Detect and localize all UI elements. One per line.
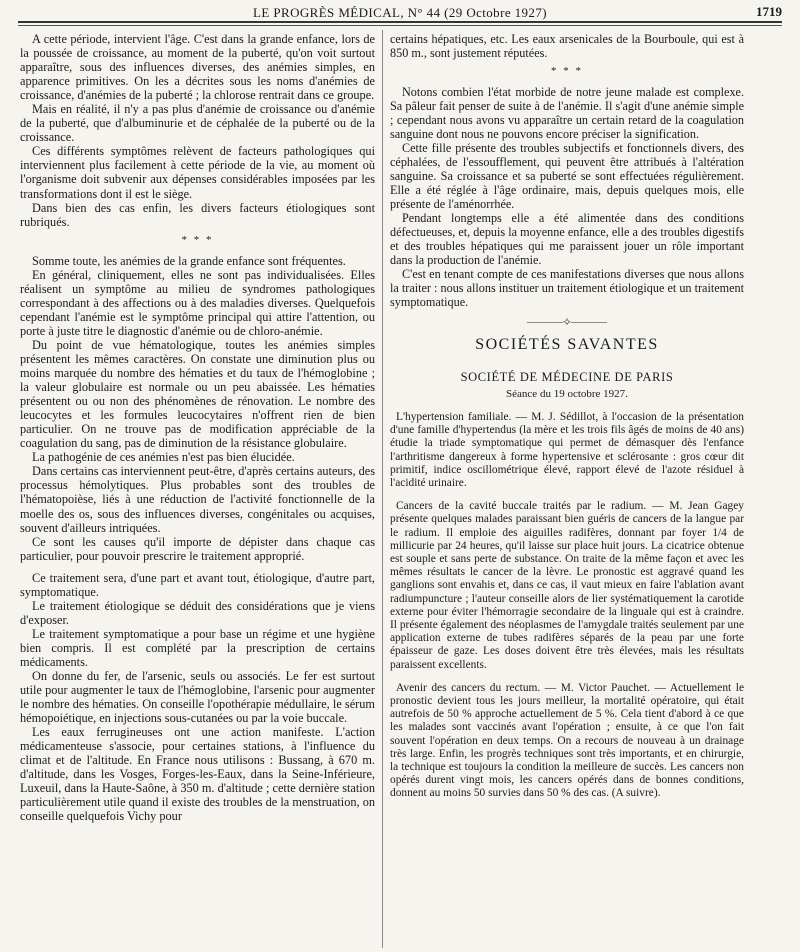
paragraph: En général, cliniquement, elles ne sont pas individualisées. Elles réalisent un symptôme au milieu de syndromes pathologiques correspondant à des affections ou à des maladies diverses. Quelquefois cependant l'anémie est le symptôme principal qui attire l'attention, ou porte à juste titre le diagnostic d'anémie ou de chloro-anémie. <box>20 267 375 338</box>
left-column <box>20 32 375 947</box>
paragraph: Dans bien des cas enfin, les divers facteurs étiologiques sont rubriqués. <box>20 200 375 229</box>
paragraph: Ce sont les causes qu'il importe de dépister dans chaque cas particulier, pour pouvoir prescrire le traitement approprié. <box>20 534 375 563</box>
paragraph: A cette période, intervient l'âge. C'est dans la grande enfance, lors de la poussée de croissance, au moment de la puberté, qu'on voit surtout apparaître, sous des influences diverses, des anémies simples, en apparence primitives. On les a décrites sous les noms d'anémies de croissance, d'anémies de la puberté ; la chlorose rentrait dans ce groupe. <box>20 32 375 103</box>
paragraph: Somme toute, les anémies de la grande enfance sont fréquentes. <box>32 253 346 268</box>
section-heading: SOCIÉTÉS SAVANTES <box>475 336 659 353</box>
paragraph: Mais en réalité, il n'y a pas plus d'anémie de croissance ou d'anémie de la puberté, que d'albuminurie et de céphalée de la puberté ou de la croissance. <box>20 102 375 145</box>
paragraph: On donne du fer, de l'arsenic, seuls ou associés. Le fer est surtout utile pour augmenter le taux de l'hémoglobine, l'arsenic pour augmenter le nombre des hématies. On conseille l'opothérapie médullaire, le sérum hémopoiétique, en injections sous-cutanées ou par la voie buccale. <box>20 669 375 726</box>
ornament-divider: ———⟡——— <box>527 314 607 328</box>
header-rule-thin <box>18 25 782 26</box>
paragraph: Ces différents symptômes relèvent de facteurs pathologiques qui interviennent plus facilement à cette période de la vie, au moment où l'organisme doit subvenir aux dépenses considérables imposées par les transformations dont il est le siège. <box>20 144 375 201</box>
paragraph: Ce traitement sera, d'une part et avant tout, étiologique, d'autre part, symptomatique. <box>20 570 375 599</box>
paragraph: Les eaux ferrugineuses ont une action manifeste. L'action médicamenteuse s'associe, pour certaines stations, à l'influence du climat et de l'altitude. En France nous utilisons : Bussang, à 670 m. d'altitude, dans les Vosges, Forges-les-Eaux, dans la Seine-Inférieure, Luxeuil, dans la Haute-Saône, à 350 m. d'altitude ; cette dernière station particulièrement utile quand il existe des troubles de la menstruation, on conseille quelquefois Vichy pour <box>20 725 375 824</box>
paragraph: C'est en tenant compte de ces manifestations diverses que nous allons la traiter : nous allons instituer un traitement étiologique et un traitement symptomatique. <box>390 267 744 309</box>
article-entry: Cancers de la cavité buccale traités par le radium. — M. Jean Gagey présente quelques malades paraissant bien guéris de cancers de la langue par le radium. Il emploie des aiguilles radifères, donnant par foyer 1/4 de millicurie par 24 heures, qu'il laisse sur place huit jours. La cicatrice obtenue est souple et sans perte de substance. On traite de la même façon et avec les mêmes résultats le cancer de la lèvre. Le pronostic est aggravé quand les ganglions sont envahis et, dans ce cas, il vaut mieux en faire l'ablation avant radiumpuncture ; l'auteur conseille alors de lier systématiquement la carotide externe pour éviter l'hémorragie secondaire de la linguale qui est à craindre. Il présente également des néoplasmes de l'amygdale traités seulement par une application externe de tubes radifères séparés de la peau par une forte épaisseur de gaze. Les doses doivent être très élevées, mais les résultats paraissent excellents. <box>390 500 744 671</box>
header-rule <box>18 21 782 23</box>
paragraph: Cette fille présente des troubles subjectifs et fonctionnels divers, des céphalées, de l'essoufflement, qui peuvent être attribués à l'altération sanguine. Sa croissance et sa puberté se sont effectuées régulièrement. Elle a été réglée à l'âge ordinaire, mais, depuis quelques mois, elle présente de l'aménorrhée. <box>390 141 744 211</box>
running-header <box>18 2 782 20</box>
session-date: Séance du 19 octobre 1927. <box>506 388 628 400</box>
paragraph: La pathogénie de ces anémies n'est pas bien élucidée. <box>32 450 295 465</box>
paragraph: Dans certains cas interviennent peut-être, d'après certains auteurs, des processus hémolytiques. Plus probables sont des troubles de l'hématopoièse, liés à une réduction de l'activité fonctionnelle de la moelle des os, sous des influences diverses, congénitales ou acquises, souvent d'ailleurs intriquées. <box>20 464 375 535</box>
article-entry: L'hypertension familiale. — M. J. Sédillot, à l'occasion de la présentation d'une famille d'hypertendus (la mère et les trois fils âgés de moins de 40 ans) étudie la triade symptomatique qui permet de démasquer dès l'enfance l'arthritisme dangereux à forme hypertensive et sclérosante : gros cœur dit primitif, indice oscillométrique élevé, rapport élevé de l'azote résiduel à l'acidité urinaire. <box>390 411 744 490</box>
paragraph: certains hépatiques, etc. Les eaux arsenicales de la Bourboule, qui est à 850 m., sont justement réputées. <box>390 32 744 60</box>
article-entry: Avenir des cancers du rectum. — M. Victor Pauchet. — Actuellement le pronostic devient tous les jours meilleur, la mortalité opératoire, qui était autrefois de 50 % approche actuellement de 5 %. Cela tient d'abord à ce que les malades sont vaccinés avant l'opération ; ensuite, à ce que l'on fait souvent l'opération en deux temps. On a recours de nouveau à un drainage très large. Enfin, les progrès techniques sont très importants, et en chirurgie, la technique est toujours la condition la meilleure de succès. Les cancers non opérés durent vingt mois, les cancers opérés dans de bonnes conditions, donnent au moins 50 survies dans 50 % des cas. (A suivre). <box>390 681 744 800</box>
page-number: 1719 <box>756 4 782 19</box>
paragraph: Pendant longtemps elle a été alimentée dans des conditions défectueuses, et, depuis la moyenne enfance, elle a des troubles digestifs et des troubles hépatiques qui me paraissent jouer un rôle important dans la production de l'anémie. <box>390 211 744 267</box>
paragraph: Le traitement symptomatique a pour base un régime et une hygiène bien compris. Il est complété par la prescription de certains médicaments. <box>20 626 375 669</box>
paragraph: Du point de vue hématologique, toutes les anémies simples présentent les mêmes caractères. On constate une diminution plus ou moins marquée du nombre des hématies et du taux de l'hémoglobine ; la valeur globulaire est normale ou un peu abaissée. Les hématies présentent ou ou non des phénomènes de rénovation. Le nombre des leucocytes et les formules leucocytaires n'offrent rien de bien particulier. On ne trouve pas de modification appréciable de la coagulation du sang, pas de diminution de la résistance globulaire. <box>20 337 375 451</box>
column-separator <box>382 30 383 948</box>
paragraph: Le traitement étiologique se déduit des considérations que je viens d'exposer. <box>20 598 375 627</box>
journal-title: LE PROGRÈS MÉDICAL, N° 44 (29 Octobre 1927) <box>253 5 547 20</box>
right-column <box>390 32 744 947</box>
paragraph: Notons combien l'état morbide de notre jeune malade est complexe. Sa pâleur fait penser de suite à de l'anémie. Il s'agit d'une anémie simple ; cependant nous avons vu apparaître un certain retard de la coagulation sanguine dont nous ne pouvons encore préciser la signification. <box>390 85 744 141</box>
section-stars: * * * <box>551 65 583 77</box>
section-stars: * * * <box>181 233 214 246</box>
society-heading: SOCIÉTÉ DE MÉDECINE DE PARIS <box>460 370 674 384</box>
